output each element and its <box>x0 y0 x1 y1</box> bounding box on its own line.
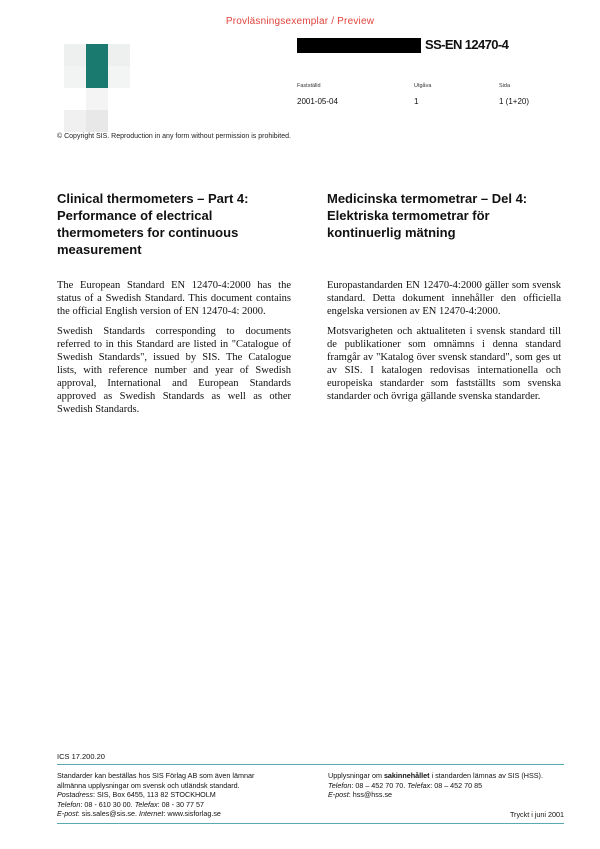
english-paragraph: The European Standard EN 12470-4:2000 has the status of a Swedish Standard. This document contains the official English version of EN 12470-4: 2000. <box>57 280 291 317</box>
footer-postal: Postadress: SIS, Box 6455, 113 82 STOCKHOLM <box>57 790 216 800</box>
english-title: Clinical thermometers – Part 4: Performance of electrical thermometers for continuous measurement <box>57 191 249 257</box>
sis-logo <box>64 44 130 132</box>
footer-text: Standarder kan beställas hos SIS Förlag AB som även lämnar <box>57 771 255 780</box>
footer-right <box>328 771 568 800</box>
footer-phone-fax: Telefon: 08 - 610 30 00. Telefax: 08 - 30 77 57 <box>57 799 204 809</box>
footer-email: E-post: hss@hss.se <box>328 790 393 800</box>
footer-left <box>57 771 317 819</box>
page-label: Sida <box>499 83 511 89</box>
established-label: Fastställd <box>297 83 321 89</box>
edition-label: Utgåva <box>414 83 432 89</box>
swedish-body <box>327 279 561 410</box>
page-value: 1 (1+20) <box>499 97 530 106</box>
edition-value: 1 <box>414 97 419 106</box>
footer-text: Upplysningar om sakinnehållet i standarden lämnas av SIS (HSS). <box>328 771 543 780</box>
swedish-title: Medicinska termometrar – Del 4: Elektriska termometrar för kontinuerlig mätning <box>327 191 528 240</box>
swedish-paragraph: Motsvarigheten och aktualiteten i svensk standard till de publikationer som omnämns i denna standard framgår av "Katalog över svensk standard", som ges ut av SIS. I katalogen redovisas internationella och europeiska standarder som fastställts som svenska standarder och övriga gällande svenska standarder. <box>327 326 561 402</box>
footer-email-web: E-post: sis.sales@sis.se. Internet: www.sisforlag.se <box>57 809 221 819</box>
footer-text: allmänna upplysningar om svensk och utländsk standard. <box>57 780 240 790</box>
english-body <box>57 279 291 423</box>
preview-banner: Provläsningsexemplar / Preview <box>225 16 375 27</box>
established-value: 2001-05-04 <box>297 97 338 106</box>
footer-phone-fax: Telefon: 08 – 452 70 70. Telefax: 08 – 452 70 85 <box>328 780 483 790</box>
copyright-notice: © Copyright SIS. Reproduction in any form without permission is prohibited. <box>57 133 291 140</box>
divider <box>57 764 564 765</box>
printed-date: Tryckt i juni 2001 <box>509 810 564 819</box>
ics-code: ICS 17.200.20 <box>57 752 105 761</box>
divider <box>57 823 564 824</box>
redaction-bar <box>297 38 421 53</box>
standard-id: SS-EN 12470-4 <box>425 37 509 52</box>
swedish-paragraph: Europastandarden EN 12470-4:2000 gäller som svensk standard. Detta dokument innehåller den officiella engelska versionen av EN 12470-4:2000. <box>327 280 561 317</box>
english-paragraph: Swedish Standards corresponding to documents referred to in this Standard are listed in "Catalogue of Swedish Standards", issued by SIS. The Catalogue lists, with reference number and year of Swedish approval, International and European Standards approved as Swedish Standards as well as other Swedish Standards. <box>57 326 291 415</box>
